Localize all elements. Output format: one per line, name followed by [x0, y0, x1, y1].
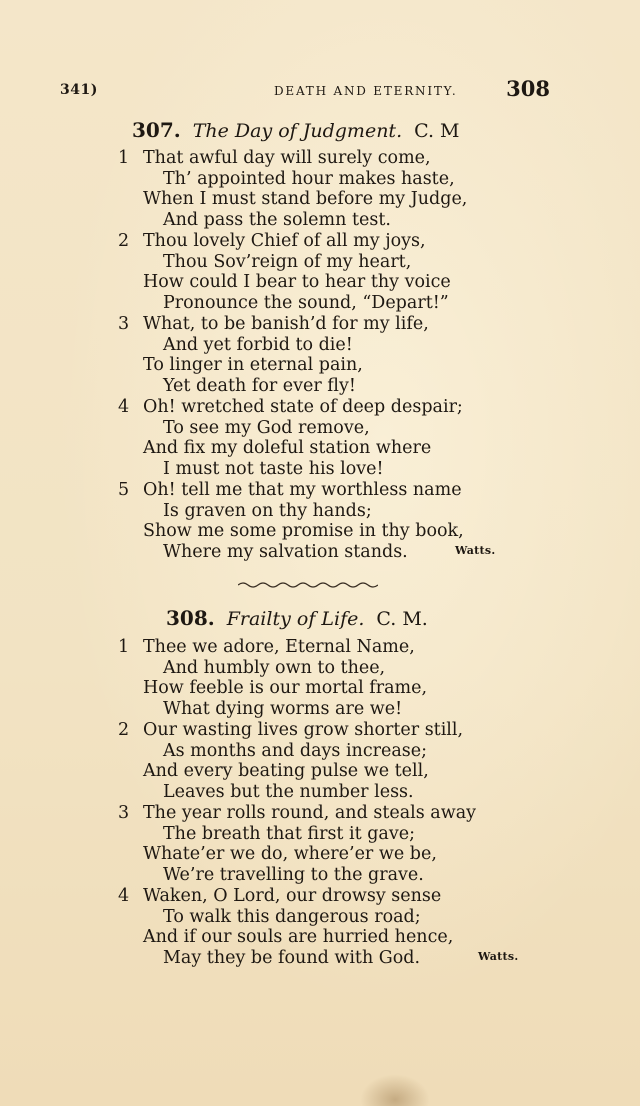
verse-line: 2 Our wasting lives grow shorter still,: [118, 720, 464, 740]
verse-line: I must not taste his love!: [163, 459, 384, 480]
verse-line: Th’ appointed hour makes haste,: [163, 168, 455, 189]
stanza-number: 3: [118, 314, 130, 334]
verse-line: And if our souls are hurried hence,: [143, 927, 454, 948]
stanza-number: 4: [118, 886, 130, 906]
hymn-meter: C. M: [414, 120, 460, 142]
verse-line: Thou Sov’reign of my heart,: [163, 251, 412, 272]
stanza-number: 1: [118, 148, 130, 168]
hymn-number: 307.: [132, 118, 181, 142]
verse-line: 3 What, to be banish’d for my life,: [118, 314, 429, 334]
verse-line: May they be found with God.: [163, 948, 421, 969]
stanza-number: 2: [118, 231, 130, 251]
verse-line: 4 Oh! wretched state of deep despair;: [118, 397, 463, 417]
stanza: [118, 886, 518, 969]
verse-line: 3 The year rolls round, and steals away: [118, 803, 477, 823]
hymn-title: [132, 118, 460, 142]
verse-line: Pronounce the sound, “Depart!”: [163, 293, 449, 314]
verse-line: And fix my doleful station where: [143, 438, 432, 459]
hymn-number: 308.: [166, 606, 215, 630]
hymn-attribution: Watts.: [478, 950, 519, 963]
verse-line: Whate’er we do, where’er we be,: [143, 844, 437, 865]
page-number: 308: [506, 76, 550, 101]
hymn-title: [166, 606, 428, 630]
section-divider: [238, 581, 378, 589]
stanza-number: 1: [118, 637, 130, 657]
verse-line: And yet forbid to die!: [163, 334, 353, 355]
verse-line: Yet death for ever fly!: [163, 376, 356, 397]
verse-line: 4 Waken, O Lord, our drowsy sense: [118, 886, 442, 906]
stanza-number: 3: [118, 803, 130, 823]
stanza: [118, 720, 518, 803]
page-header: [60, 76, 550, 102]
verse-line: Show me some promise in thy book,: [143, 521, 464, 542]
verse-line: 5 Oh! tell me that my worthless name: [118, 480, 462, 500]
verse-line: How feeble is our mortal frame,: [143, 678, 428, 699]
verse-line: And pass the solemn test.: [163, 210, 391, 231]
verse-line: What dying worms are we!: [163, 699, 403, 720]
stanza: [118, 637, 518, 720]
verse-line: When I must stand before my Judge,: [143, 189, 468, 210]
verse-line: To walk this dangerous road;: [163, 906, 421, 927]
stanza: [118, 397, 518, 480]
verse-line: How could I bear to hear thy voice: [143, 272, 451, 293]
stanza: [118, 231, 518, 314]
verse-line: To linger in eternal pain,: [143, 355, 363, 376]
verse-line: Is graven on thy hands;: [163, 500, 372, 521]
verse-line: We’re travelling to the grave.: [163, 865, 424, 886]
stanza-number: 5: [118, 480, 130, 500]
hymn-name: The Day of Judgment.: [192, 120, 403, 142]
hymn-attribution: Watts.: [455, 544, 496, 557]
page-stain: [360, 1074, 430, 1106]
stanza-number: 4: [118, 397, 130, 417]
verse-line: 1 Thee we adore, Eternal Name,: [118, 637, 415, 657]
hymn-meter: C. M.: [376, 608, 428, 630]
verse-line: 2 Thou lovely Chief of all my joys,: [118, 231, 426, 251]
verse-line: To see my God remove,: [163, 417, 370, 438]
hymn-range: 341): [60, 82, 98, 98]
verse-line: As months and days increase;: [163, 740, 428, 761]
verse-line: And every beating pulse we tell,: [143, 761, 429, 782]
hymn-name: Frailty of Life.: [226, 608, 365, 630]
stanza-number: 2: [118, 720, 130, 740]
verse-line: Where my salvation stands.: [163, 542, 408, 563]
verse-line: Leaves but the number less.: [163, 782, 414, 803]
verse-line: And humbly own to thee,: [163, 657, 386, 678]
stanza: [118, 148, 518, 231]
running-title: DEATH AND ETERNITY.: [274, 84, 458, 98]
verse-line: The breath that first it gave;: [163, 823, 415, 844]
verse-line: 1 That awful day will surely come,: [118, 148, 431, 168]
stanza: [118, 803, 518, 886]
stanza: [118, 314, 518, 397]
